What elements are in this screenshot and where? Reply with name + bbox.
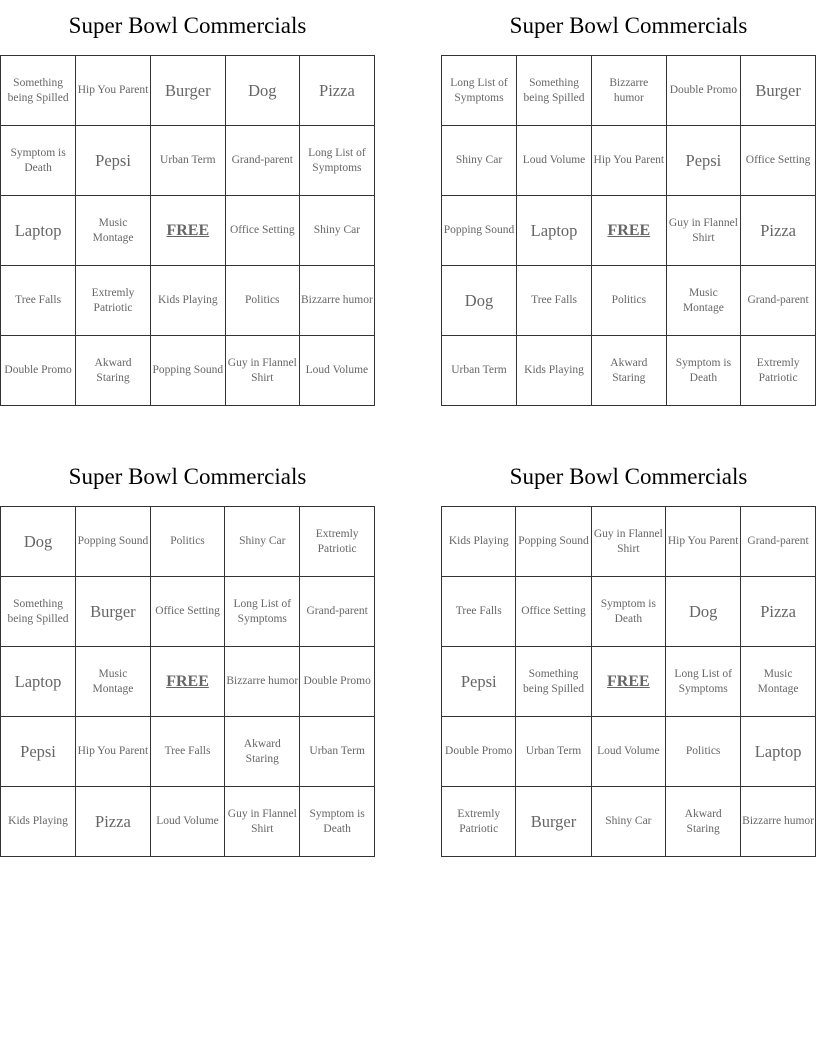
bingo-cell: Pepsi xyxy=(76,126,151,196)
bingo-row xyxy=(1,266,375,336)
bingo-cell: Music Montage xyxy=(666,266,741,336)
bingo-cell: Shiny Car xyxy=(225,507,300,577)
bingo-cell: Bizzarre humor xyxy=(592,56,667,126)
bingo-cell: Long List of Symptoms xyxy=(299,126,374,196)
bingo-cell: Burger xyxy=(76,577,151,647)
bingo-cell: Popping Sound xyxy=(150,336,225,406)
bingo-cell: Laptop xyxy=(1,196,76,266)
bingo-cell: Bizzarre humor xyxy=(299,266,374,336)
bingo-cell: Guy in Flannel Shirt xyxy=(666,196,741,266)
bingo-cell: Double Promo xyxy=(300,647,375,717)
bingo-cell: Loud Volume xyxy=(517,126,592,196)
bingo-cell: Urban Term xyxy=(516,717,591,787)
bingo-cell: Pizza xyxy=(76,787,151,857)
bingo-cell: Tree Falls xyxy=(517,266,592,336)
bingo-cell: Urban Term xyxy=(442,336,517,406)
bingo-cell: Grand-parent xyxy=(300,577,375,647)
bingo-cell: Music Montage xyxy=(741,647,816,717)
bingo-row xyxy=(1,577,375,647)
bingo-cell: Dog xyxy=(1,507,76,577)
card-title: Super Bowl Commercials xyxy=(509,464,748,489)
bingo-cell: Akward Staring xyxy=(666,787,741,857)
bingo-cell: Symptom is Death xyxy=(666,336,741,406)
bingo-cell: Tree Falls xyxy=(442,577,516,647)
bingo-cell: Something being Spilled xyxy=(1,56,76,126)
bingo-cell: Music Montage xyxy=(76,647,151,717)
bingo-cell: Politics xyxy=(666,717,741,787)
bingo-cell: Loud Volume xyxy=(299,336,374,406)
bingo-cell: Pizza xyxy=(741,196,816,266)
bingo-cell: Bizzarre humor xyxy=(225,647,300,717)
bingo-cell: Something being Spilled xyxy=(516,647,591,717)
bingo-cell: Kids Playing xyxy=(150,266,225,336)
bingo-cell: Akward Staring xyxy=(592,336,667,406)
bingo-cell: Grand-parent xyxy=(741,266,816,336)
bingo-row xyxy=(442,56,816,126)
bingo-cell: Guy in Flannel Shirt xyxy=(591,507,666,577)
bingo-cell: Burger xyxy=(150,56,225,126)
bingo-cell: Laptop xyxy=(517,196,592,266)
bingo-cell: Long List of Symptoms xyxy=(442,56,517,126)
free-space: FREE xyxy=(150,196,225,266)
bingo-cell: Dog xyxy=(666,577,741,647)
bingo-cell: Urban Term xyxy=(300,717,375,787)
bingo-cell: Pepsi xyxy=(666,126,741,196)
bingo-row xyxy=(1,126,375,196)
bingo-cell: Something being Spilled xyxy=(517,56,592,126)
bingo-row xyxy=(442,266,816,336)
bingo-cell: Office Setting xyxy=(225,196,299,266)
bingo-cell: Office Setting xyxy=(150,577,225,647)
bingo-row xyxy=(442,717,816,787)
bingo-row xyxy=(442,507,816,577)
bingo-row xyxy=(1,507,375,577)
bingo-row xyxy=(442,336,816,406)
bingo-row xyxy=(442,196,816,266)
card-title: Super Bowl Commercials xyxy=(68,464,307,489)
bingo-row xyxy=(1,56,375,126)
bingo-cell: Symptom is Death xyxy=(591,577,666,647)
bingo-cell: Guy in Flannel Shirt xyxy=(225,336,299,406)
bingo-cell: Popping Sound xyxy=(76,507,151,577)
bingo-cell: Symptom is Death xyxy=(1,126,76,196)
bingo-cell: Long List of Symptoms xyxy=(225,577,300,647)
bingo-cell: Extremly Patriotic xyxy=(741,336,816,406)
bingo-row xyxy=(442,126,816,196)
bingo-cell: Akward Staring xyxy=(76,336,151,406)
bingo-cell: Politics xyxy=(150,507,225,577)
bingo-cell: Extremly Patriotic xyxy=(76,266,151,336)
bingo-cell: Popping Sound xyxy=(516,507,591,577)
bingo-cell: Dog xyxy=(225,56,299,126)
bingo-cell: Hip You Parent xyxy=(76,56,151,126)
bingo-cell: Office Setting xyxy=(516,577,591,647)
bingo-cell: Something being Spilled xyxy=(1,577,76,647)
bingo-cell: Politics xyxy=(592,266,667,336)
free-space: FREE xyxy=(591,647,666,717)
free-space: FREE xyxy=(150,647,225,717)
bingo-grid xyxy=(441,55,816,406)
bingo-grid xyxy=(0,506,375,857)
bingo-cell: Kids Playing xyxy=(442,507,516,577)
bingo-cell: Pepsi xyxy=(442,647,516,717)
bingo-cell: Hip You Parent xyxy=(592,126,667,196)
bingo-cell: Laptop xyxy=(1,647,76,717)
bingo-row xyxy=(442,647,816,717)
bingo-cell: Double Promo xyxy=(666,56,741,126)
bingo-cell: Shiny Car xyxy=(299,196,374,266)
bingo-cell: Symptom is Death xyxy=(300,787,375,857)
bingo-row xyxy=(1,647,375,717)
bingo-grid xyxy=(0,55,375,406)
bingo-cell: Pizza xyxy=(299,56,374,126)
bingo-cell: Akward Staring xyxy=(225,717,300,787)
bingo-cell: Kids Playing xyxy=(517,336,592,406)
bingo-cell: Tree Falls xyxy=(150,717,225,787)
bingo-cell: Shiny Car xyxy=(591,787,666,857)
bingo-cell: Bizzarre humor xyxy=(741,787,816,857)
bingo-cell: Loud Volume xyxy=(591,717,666,787)
bingo-cell: Hip You Parent xyxy=(666,507,741,577)
bingo-row xyxy=(442,787,816,857)
bingo-cell: Urban Term xyxy=(150,126,225,196)
bingo-grid xyxy=(441,506,816,857)
bingo-cell: Pizza xyxy=(741,577,816,647)
free-space: FREE xyxy=(592,196,667,266)
bingo-cell: Politics xyxy=(225,266,299,336)
bingo-cell: Grand-parent xyxy=(225,126,299,196)
bingo-cell: Extremly Patriotic xyxy=(442,787,516,857)
bingo-cell: Loud Volume xyxy=(150,787,225,857)
card-title: Super Bowl Commercials xyxy=(509,13,748,38)
bingo-cell: Tree Falls xyxy=(1,266,76,336)
bingo-cell: Music Montage xyxy=(76,196,151,266)
bingo-cell: Guy in Flannel Shirt xyxy=(225,787,300,857)
card-title: Super Bowl Commercials xyxy=(68,13,307,38)
bingo-row xyxy=(1,336,375,406)
bingo-row xyxy=(1,196,375,266)
bingo-cell: Popping Sound xyxy=(442,196,517,266)
bingo-row xyxy=(442,577,816,647)
bingo-cell: Dog xyxy=(442,266,517,336)
bingo-cell: Shiny Car xyxy=(442,126,517,196)
bingo-cell: Kids Playing xyxy=(1,787,76,857)
bingo-cell: Grand-parent xyxy=(741,507,816,577)
bingo-cell: Pepsi xyxy=(1,717,76,787)
bingo-cell: Laptop xyxy=(741,717,816,787)
bingo-cell: Burger xyxy=(516,787,591,857)
bingo-cell: Office Setting xyxy=(741,126,816,196)
bingo-cell: Double Promo xyxy=(442,717,516,787)
bingo-cell: Burger xyxy=(741,56,816,126)
bingo-row xyxy=(1,717,375,787)
bingo-cell: Long List of Symptoms xyxy=(666,647,741,717)
bingo-cell: Extremly Patriotic xyxy=(300,507,375,577)
bingo-cell: Double Promo xyxy=(1,336,76,406)
bingo-cell: Hip You Parent xyxy=(76,717,151,787)
bingo-row xyxy=(1,787,375,857)
